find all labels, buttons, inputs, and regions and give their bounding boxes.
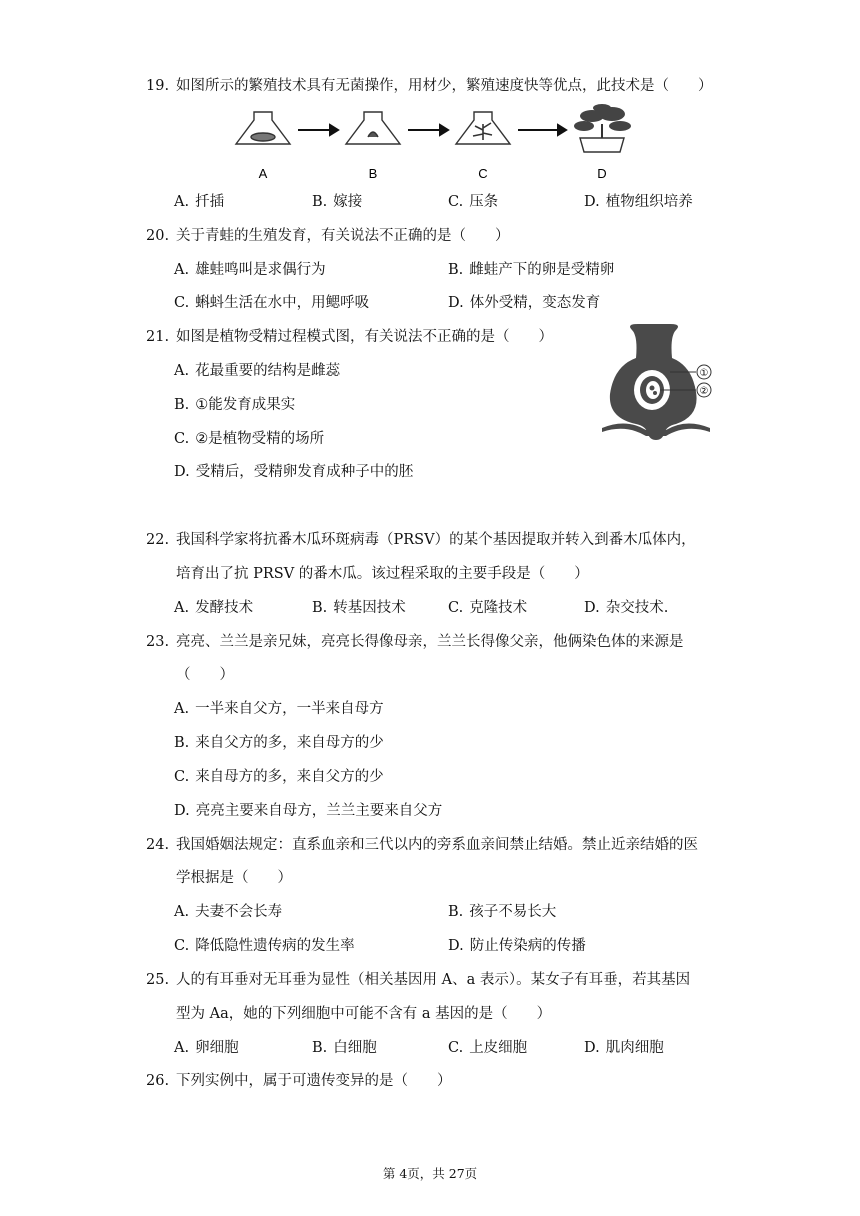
question-number: 25. — [146, 972, 170, 988]
option-a: A. 卵细胞 — [174, 1040, 239, 1056]
label-2: ② — [699, 386, 709, 397]
question-23 — [146, 630, 684, 651]
option-d: D. 肌肉细胞 — [584, 1040, 664, 1056]
option-b: B. 白细胞 — [312, 1040, 377, 1056]
question-text: 我国科学家将抗番木瓜环斑病毒（PRSV）的某个基因提取并转入到番木瓜体内， — [176, 532, 696, 548]
question-number: 24. — [146, 837, 170, 853]
question-number: 22. — [146, 532, 170, 548]
option-a: A. 扦插 — [174, 194, 225, 210]
question-26 — [146, 1069, 452, 1090]
figure-label-a: A — [258, 166, 268, 181]
question-number: 26. — [146, 1073, 170, 1089]
question-21 — [146, 325, 553, 346]
figure-label-d: D — [597, 166, 607, 181]
option-c: C. 上皮细胞 — [448, 1040, 528, 1056]
label-1: ① — [699, 368, 709, 379]
question-number: 19. — [146, 78, 170, 94]
option-a: A. 发酵技术 — [174, 600, 254, 616]
question-text: 亮亮、兰兰是亲兄妹，亮亮长得像母亲，兰兰长得像父亲，他俩染色体的来源是 — [176, 634, 684, 650]
question-number: 23. — [146, 634, 170, 650]
option-d: D. 杂交技术. — [584, 600, 669, 616]
question-text-continued: （ ） — [176, 667, 234, 683]
option-c: C. 来自母方的多，来自父方的少 — [174, 769, 384, 785]
figure-label-c: C — [478, 166, 488, 181]
option-d: D. 亮亮主要来自母方，兰兰主要来自父方 — [174, 803, 443, 819]
option-d: D. 体外受精，变态发育 — [448, 295, 601, 311]
option-a: A. 雄蛙鸣叫是求偶行为 — [174, 262, 326, 278]
question-24 — [146, 833, 698, 854]
option-d: D. 受精后，受精卵发育成种子中的胚 — [174, 464, 414, 480]
option-d: D. 植物组织培养 — [584, 194, 693, 210]
pistil-fertilization-figure — [596, 318, 716, 442]
option-b: B. 来自父方的多，来自母方的少 — [174, 735, 384, 751]
option-a: A. 一半来自父方，一半来自母方 — [174, 701, 384, 717]
option-c: C. ②是植物受精的场所 — [174, 431, 325, 447]
tissue-culture-figure — [232, 104, 732, 184]
option-a: A. 夫妻不会长寿 — [174, 904, 283, 920]
option-c: C. 降低隐性遗传病的发生率 — [174, 938, 355, 954]
question-text-continued: 型为 Aa，她的下列细胞中可能不含有 a 基因的是（ ） — [176, 1006, 552, 1022]
option-b: B. 雌蛙产下的卵是受精卵 — [448, 262, 615, 278]
option-a: A. 花最重要的结构是雌蕊 — [174, 363, 341, 379]
question-19 — [146, 74, 713, 95]
option-c: C. 克隆技术 — [448, 600, 528, 616]
option-b: B. 孩子不易长大 — [448, 904, 557, 920]
question-number: 21. — [146, 329, 170, 345]
option-c: C. 蝌蚪生活在水中，用鳃呼吸 — [174, 295, 370, 311]
question-text-continued: 学根据是（ ） — [176, 870, 292, 886]
figure-label-b: B — [368, 166, 378, 181]
question-text: 如图所示的繁殖技术具有无菌操作，用材少，繁殖速度快等优点，此技术是（ ） — [176, 78, 713, 94]
question-20 — [146, 224, 510, 245]
question-text: 下列实例中，属于可遗传变异的是（ ） — [176, 1073, 452, 1089]
question-text-continued: 培育出了抗 PRSV 的番木瓜。该过程采取的主要手段是（ ） — [176, 566, 589, 582]
question-text: 关于青蛙的生殖发育，有关说法不正确的是（ ） — [176, 228, 510, 244]
question-text: 如图是植物受精过程模式图，有关说法不正确的是（ ） — [176, 329, 553, 345]
option-b: B. 嫁接 — [312, 194, 363, 210]
option-b: B. ①能发育成果实 — [174, 397, 296, 413]
option-b: B. 转基因技术 — [312, 600, 406, 616]
question-text: 我国婚姻法规定：直系血亲和三代以内的旁系血亲间禁止结婚。禁止近亲结婚的医 — [176, 837, 698, 853]
option-d: D. 防止传染病的传播 — [448, 938, 586, 954]
question-number: 20. — [146, 228, 170, 244]
page-footer: 第 4页，共 27页 — [382, 1166, 478, 1181]
question-25 — [146, 968, 690, 989]
option-c: C. 压条 — [448, 194, 499, 210]
question-text: 人的有耳垂对无耳垂为显性（相关基因用 A、a 表示）。某女子有耳垂，若其基因 — [176, 972, 691, 988]
question-22 — [146, 528, 696, 549]
